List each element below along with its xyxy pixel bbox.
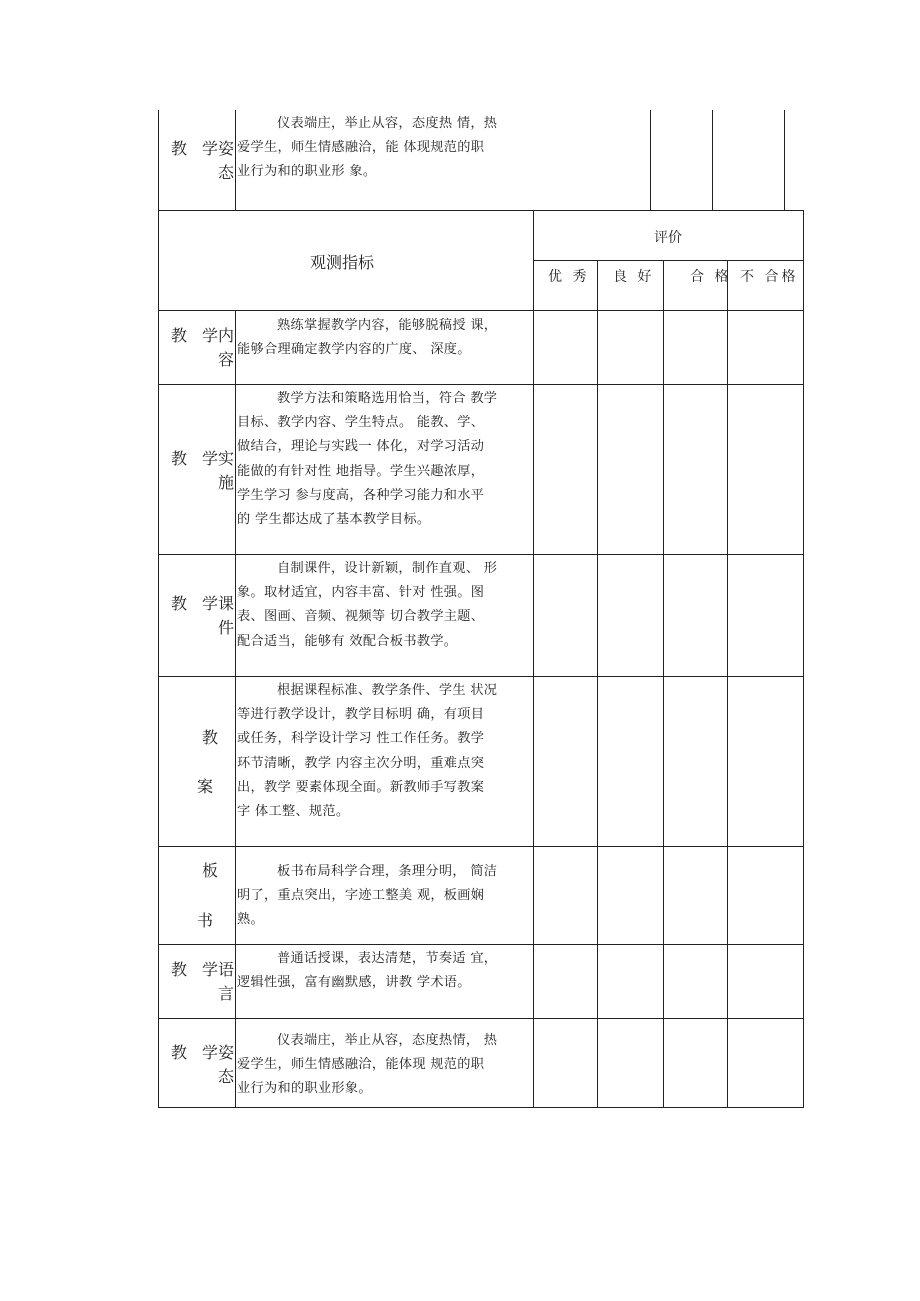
description-line: 熟练掌握教学内容，能够脱稿授 课， [277,318,498,333]
grid-line [650,110,651,210]
category-cell [158,846,235,944]
indicator-header: 观测指标 [310,253,375,272]
description-line: 能够合理确定教学内容的广度、 深度。 [237,342,471,358]
grid-line [784,110,785,210]
description-line: 目标、教学内容、学生特点。 能教、学、 [237,415,485,431]
category-cell [158,310,235,384]
grid-line [158,210,804,211]
description-line: 爱学生，师生情感融洽，能体现 规范的职 [237,1057,485,1073]
grid-line [158,554,804,555]
description-line: 熟。 [237,912,264,928]
grid-line [533,210,534,1108]
category-char: 教 [171,1043,188,1062]
grade-fail: 不 合格 [740,269,799,285]
grid-line [158,310,804,311]
description-cell [237,387,497,532]
grade-pass: 合 格 [690,269,732,285]
description-line: 或任务，科学设计学习 性工作任务。教学 [237,731,485,747]
grid-line [158,384,804,385]
category-char: 件 [218,618,235,637]
category-char: 言 [218,984,235,1003]
category-char: 施 [218,473,235,492]
description-line: 仪表端庄，举止从容，态度热 情，热 [277,116,498,131]
category-char: 学语 [202,960,235,979]
description-line: 明了，重点突出，字迹工整美 观，板画娴 [237,888,485,904]
category-char: 学内 [202,326,235,345]
grid-line [803,210,804,1108]
grade-good: 良 好 [613,269,655,285]
category-char: 态 [218,163,235,182]
grid-line [712,110,713,210]
category-char: 书 [197,911,214,930]
description-line: 的 学生都达成了基本教学目标。 [237,512,431,528]
description-line: 做结合，理论与实践一 体化，对学习活动 [237,439,485,455]
grade-excellent: 优 秀 [548,269,590,285]
description-line: 自制课件，设计新颖，制作直观、 形 [277,561,498,576]
category-char: 教 [202,728,219,747]
category-char: 学课 [202,594,235,613]
description-line: 逻辑性强，富有幽默感，讲教 学术语。 [237,975,471,991]
description-cell [237,112,497,185]
description-line: 环节清晰，教学 内容主次分明，重难点突 [237,755,485,771]
category-cell [158,384,235,554]
category-char: 容 [218,350,235,369]
category-char: 学姿 [202,1043,235,1062]
category-char: 学实 [202,449,235,468]
category-cell [158,554,235,676]
category-cell [158,110,235,210]
grid-line [533,260,804,261]
grid-line [158,1107,804,1108]
description-line: 普通话授课，表达清楚，节奏适 宜， [277,951,498,966]
description-line: 字 体工整、规范。 [237,804,350,820]
description-line: 仪表端庄，举止从容，态度热情， 热 [277,1033,498,1048]
evaluation-header: 评价 [654,230,682,246]
category-cell [158,944,235,1018]
description-cell [237,557,497,654]
category-char: 板 [202,861,219,880]
grid-line [158,846,804,847]
description-line: 教学方法和策略选用恰当，符合 教学 [277,391,498,406]
grid-line [235,110,236,210]
category-char: 态 [218,1067,235,1086]
description-line: 板书布局科学合理，条理分明， 简洁 [277,864,498,879]
description-cell [237,1029,497,1102]
description-cell [237,860,497,933]
category-cell [158,1018,235,1107]
category-char: 教 [171,449,188,468]
category-char: 学姿 [202,139,235,158]
grid-line [158,944,804,945]
category-char: 教 [171,960,188,979]
description-line: 能做的有针对性 地指导。学生兴趣浓厚， [237,463,485,479]
description-line: 配合适当，能够有 效配合板书教学。 [237,633,458,649]
category-cell [158,676,235,846]
description-line: 学生学习 参与度高，各种学习能力和水平 [237,487,485,503]
description-line: 表、图画、音频、视频等 切合教学主题、 [237,609,485,625]
description-cell [237,947,497,995]
grid-line [158,676,804,677]
category-char: 教 [171,594,188,613]
description-cell [237,679,497,824]
category-char: 教 [171,326,188,345]
description-cell [237,314,497,362]
description-line: 出，教学 要素体现全面。新教师手写教案 [237,779,485,795]
description-line: 象。取材适宜，内容丰富、针对 性强。图 [237,585,485,601]
category-char: 教 [171,139,188,158]
description-line: 根据课程标准、教学条件、学生 状况 [277,683,498,698]
grid-line [597,260,598,1108]
description-line: 等进行教学设计，教学目标明 确，有项目 [237,707,485,723]
grid-line [235,310,236,1108]
description-line: 爱学生，师生情感融洽，能 体现规范的职 [237,140,485,156]
grid-line [663,260,664,1108]
grid-line [158,1018,804,1019]
description-line: 业行为和的职业形象。 [237,1081,372,1097]
grid-line [727,260,728,1108]
category-char: 案 [197,777,214,796]
description-line: 业行为和的职业形 象。 [237,164,377,180]
